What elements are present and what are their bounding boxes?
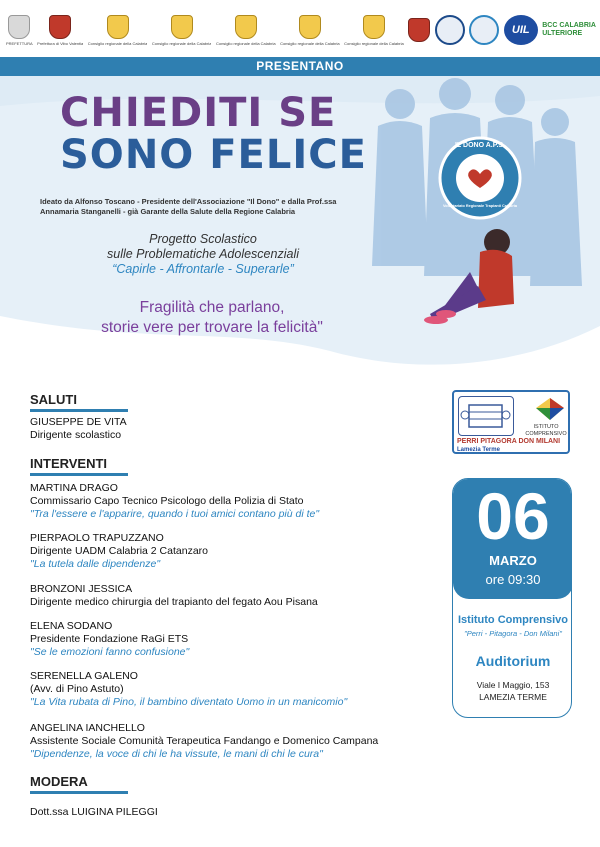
event-venue-sub: "Perri - Pitagora - Don Milani": [464, 629, 562, 638]
logo-caption: Prefettura di Vibo Valentia: [37, 40, 84, 46]
consiglio-logo-4: [280, 10, 340, 50]
project-line-2: sulle Problematiche Adolescenziali: [107, 247, 299, 261]
speaker-name: PIERPAOLO TRAPUZZANO: [30, 532, 164, 544]
school-name: PERRI PITAGORA DON MILANI: [457, 438, 561, 445]
crest-icon: [235, 15, 257, 39]
crest-icon: [107, 15, 129, 39]
fragility-line-2: storie vere per trovare la felicità": [101, 319, 323, 336]
speaker-entry: [30, 620, 189, 659]
speaker-role: Dirigente scolastico: [30, 429, 122, 441]
heart-icon: [408, 18, 430, 42]
speaker-entry: [30, 670, 347, 709]
interventi-heading: [30, 456, 128, 476]
speaker-entry: [30, 722, 378, 761]
address-line-1: Viale I Maggio, 153: [476, 680, 550, 690]
speaker-role: (Avv. di Pino Astuto): [30, 683, 124, 695]
event-title: [60, 92, 367, 176]
speaker-name: MARTINA DRAGO: [30, 482, 118, 494]
modera-heading: [30, 774, 128, 794]
emblem-icon: [469, 15, 499, 45]
event-address: [453, 679, 572, 703]
logo-caption: PREFETTURA: [6, 40, 33, 46]
credit-text: Ideato da Alfonso Toscano - Presidente dell'Associazione "Il Dono" e dalla Prof.ssa Annamaria Stanganelli - già Garante della Salute della Regione Calabria: [40, 197, 337, 216]
speaker-quote: "Se le emozioni fanno confusione": [30, 646, 190, 658]
heading-underline: [30, 409, 128, 412]
modera-title: MODERA: [30, 774, 88, 789]
speaker-name: ELENA SODANO: [30, 620, 113, 632]
prefettura-logo: [6, 10, 33, 50]
event-day: 06: [476, 479, 550, 553]
saluti-entry: [30, 416, 127, 442]
crest-icon: [171, 15, 193, 39]
logo-caption: Consiglio regionale della Calabria: [215, 40, 276, 46]
consiglio-logo-3: [216, 10, 276, 50]
bcc-logo: [542, 10, 596, 50]
event-time: ore 09:30: [485, 572, 541, 587]
police-logo: [435, 10, 465, 50]
consiglio-logo-2: [152, 10, 212, 50]
saluti-title: SALUTI: [30, 392, 77, 407]
consiglio-logo-1: [88, 10, 148, 50]
speaker-entry: [30, 532, 208, 571]
school-label: ISTITUTO COMPRENSIVO: [525, 424, 567, 437]
crest-icon: [8, 15, 30, 39]
association-badge: IL DONO A.P.S.: [454, 142, 506, 149]
consiglio-logo-5: [344, 10, 404, 50]
speaker-role: Presidente Fondazione RaGi ETS: [30, 633, 189, 645]
presentano-band: PRESENTANO: [0, 57, 600, 76]
speaker-name: BRONZONI JESSICA: [30, 583, 133, 595]
speaker-name: GIUSEPPE DE VITA: [30, 416, 127, 428]
heading-underline: [30, 473, 128, 476]
moderator-entry: [30, 806, 158, 819]
logo-caption: Consiglio regionale della Calabria: [87, 40, 148, 46]
project-block: [58, 232, 348, 277]
uil-logo: [504, 10, 538, 50]
speaker-role: Dirigente medico chirurgia del trapianto del fegato Aou Pisana: [30, 596, 318, 608]
logos-strip: [6, 8, 596, 52]
speaker-entry: [30, 482, 319, 521]
moderator-name: Dott.ssa LUIGINA PILEGGI: [30, 806, 158, 818]
saluti-heading: [30, 392, 128, 412]
interventi-title: INTERVENTI: [30, 456, 108, 471]
speaker-role: Dirigente UADM Calabria 2 Catanzaro: [30, 545, 208, 557]
school-building-icon: [458, 396, 514, 436]
provincia-logo: [37, 10, 83, 50]
uil-icon: UIL: [504, 15, 538, 45]
project-line-1: Progetto Scolastico: [149, 232, 257, 246]
event-month: MARZO: [489, 553, 537, 568]
title-line-2: SONO FELICE: [60, 132, 367, 178]
speaker-entry: [30, 583, 318, 609]
crest-icon: [363, 15, 385, 39]
association-logo: [408, 10, 430, 50]
speaker-quote: "Tra l'essere e l'apparire, quando i tuoi amici contano più di te": [30, 508, 320, 520]
crest-icon: [299, 15, 321, 39]
fragility-tagline: [62, 298, 362, 338]
address-line-2: LAMEZIA TERME: [479, 692, 547, 702]
speaker-quote: "La tutela dalle dipendenze": [30, 558, 161, 570]
speaker-quote: "La Vita rubata di Pino, il bambino diventato Uomo in un manicomio": [30, 696, 348, 708]
title-line-1: CHIEDITI SE: [60, 90, 337, 136]
heading-underline: [30, 791, 128, 794]
sport-logo: [469, 10, 499, 50]
crest-icon: [49, 15, 71, 39]
logo-caption: Consiglio regionale della Calabria: [344, 40, 404, 46]
association-badge-subtitle: Volontariato Regionale Trapianti Calabria: [443, 204, 517, 208]
speaker-quote: "Dipendenze, la voce di chi le ha vissute, le mani di chi le cura": [30, 748, 323, 760]
event-room: Auditorium: [475, 653, 551, 669]
bcc-icon: BCC CALABRIA ULTERIORE: [542, 22, 596, 37]
school-city: Lamezia Terme: [457, 447, 500, 453]
fragility-line-1: Fragilità che parlano,: [139, 299, 285, 316]
kite-icon: [534, 396, 566, 422]
project-motto: “Capirle - Affrontarle - Superarle”: [112, 262, 294, 276]
date-header: [453, 479, 572, 599]
logo-caption: Consiglio regionale della Calabria: [151, 40, 212, 46]
event-venue: Istituto Comprensivo: [457, 614, 568, 626]
speaker-name: ANGELINA IANCHELLO: [30, 722, 145, 734]
logo-caption: Consiglio regionale della Calabria: [280, 40, 340, 46]
school-logo: [452, 390, 570, 454]
speaker-role: Assistente Sociale Comunità Terapeutica Fandango e Domenico Campana: [30, 735, 379, 747]
speaker-name: SERENELLA GALENO: [30, 670, 138, 682]
emblem-icon: [435, 15, 465, 45]
event-date-card: [452, 478, 572, 718]
speaker-role: Commissario Capo Tecnico Psicologo della Polizia di Stato: [30, 495, 304, 507]
